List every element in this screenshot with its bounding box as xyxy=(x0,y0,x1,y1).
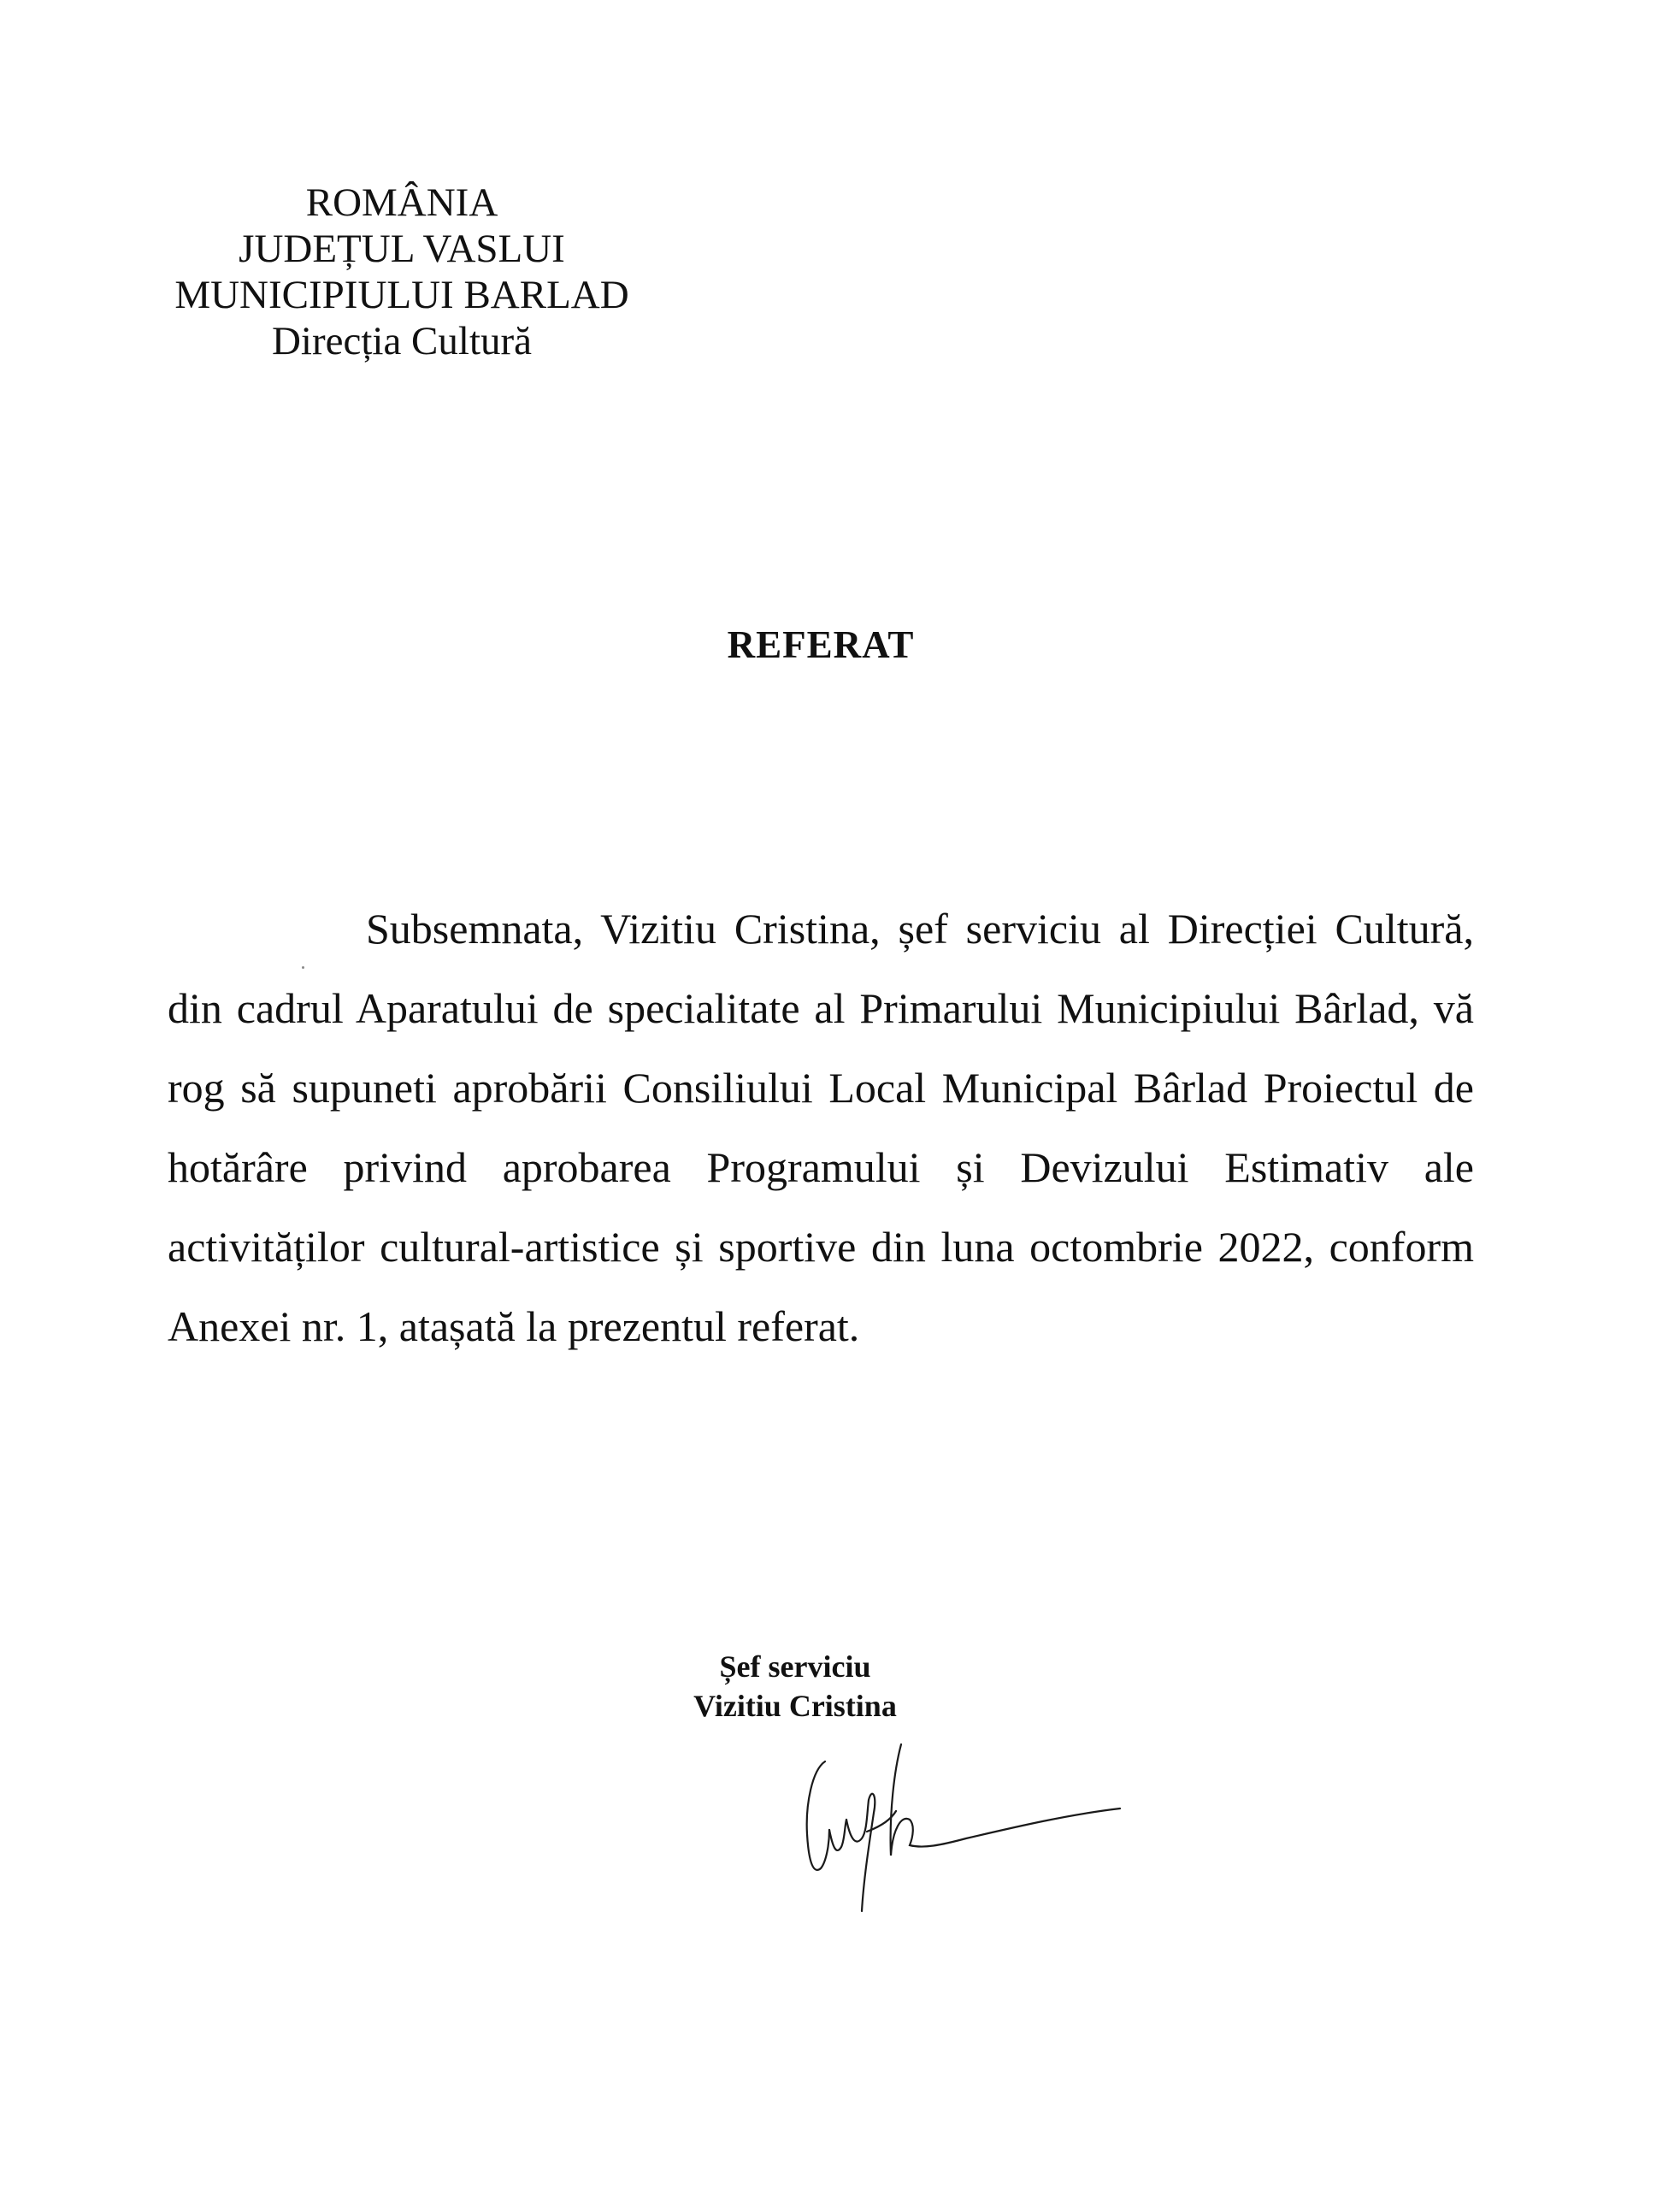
signatory-name: Vizitiu Cristina xyxy=(693,1689,897,1723)
signature-block xyxy=(667,1647,923,1726)
country-name: ROMÂNIA xyxy=(305,180,498,225)
letterhead xyxy=(137,180,667,364)
handwritten-signature xyxy=(795,1719,1137,1924)
signatory-role: Șef serviciu xyxy=(719,1649,871,1684)
scan-speck xyxy=(302,966,304,969)
county-name: JUDEȚUL VASLUI xyxy=(239,227,565,271)
document-title: REFERAT xyxy=(727,623,915,666)
department-name: Direcția Cultură xyxy=(271,319,533,363)
document-body: Subsemnata, Vizitiu Cristina, șef serviciu al Direcției Cultură, din cadrul Aparatului de specialitate al Primarului Municipiului Bârlad, vă rog să supuneti aprobării Consiliului Local Municipal Bârlad Proiectul de hotărâre privind aprobarea Programului și Devizului Estimativ ale activităților cultural-artistice și sportive din luna octombrie 2022, conform Anexei nr. 1, atașată la prezentul referat. xyxy=(168,905,1474,1350)
municipality-name: MUNICIPIULUI BARLAD xyxy=(174,273,629,317)
